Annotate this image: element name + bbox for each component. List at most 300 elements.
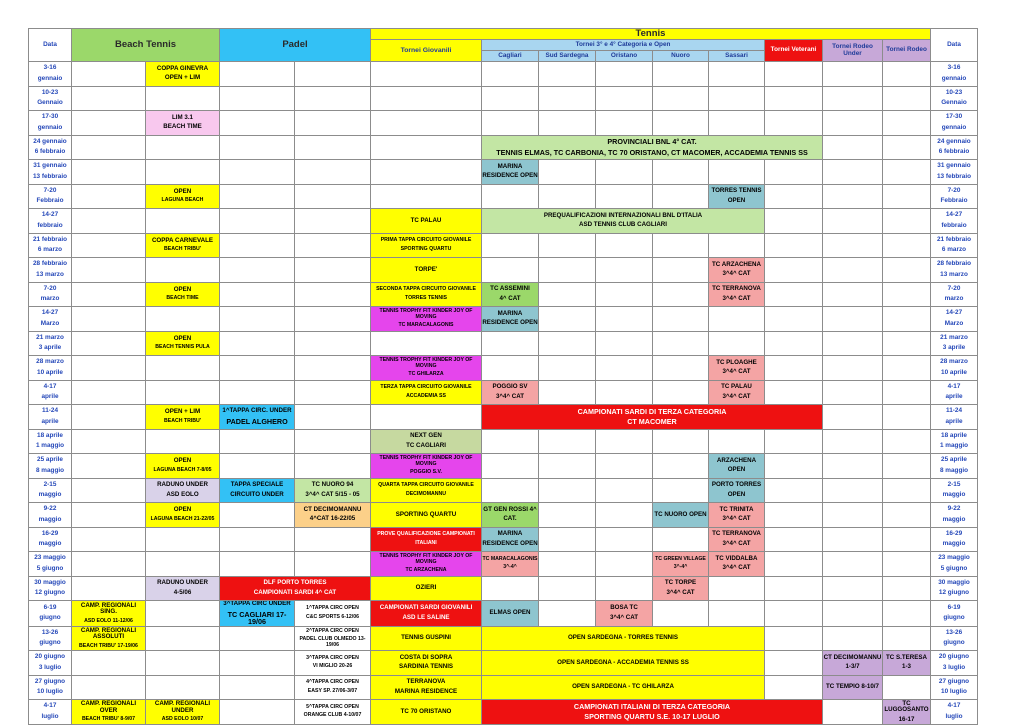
empty-cell <box>539 160 596 185</box>
empty-cell <box>883 454 931 479</box>
event-line: LAGUNA BEACH 7-8/05 <box>153 466 212 473</box>
date-cell-right <box>931 331 978 356</box>
schedule-row <box>29 282 978 307</box>
event-line: TORRES TENNIS <box>405 294 447 301</box>
empty-cell <box>220 454 295 479</box>
event-line: EASY SP. 27/06-3/07 <box>307 687 358 694</box>
schedule-row <box>29 503 978 528</box>
date-line: 27 giugno <box>938 677 970 685</box>
event-line: PROVINCIALI BNL 4° CAT. <box>607 137 697 147</box>
event-cell <box>709 258 765 283</box>
date-cell-right <box>931 478 978 503</box>
event-cell <box>653 576 709 601</box>
event-line: 3^4^ CAT <box>722 564 751 572</box>
empty-cell <box>295 86 371 111</box>
event-line: GT GEN ROSSI 4^ <box>483 505 537 513</box>
empty-cell <box>883 356 931 381</box>
empty-cell <box>709 307 765 332</box>
date-cell-left <box>29 503 72 528</box>
date-line: 6 febbraio <box>34 148 66 156</box>
event-cell <box>371 233 482 258</box>
event-cell <box>482 380 539 405</box>
empty-cell <box>295 552 371 577</box>
event-line: DLF PORTO TORRES <box>263 579 327 587</box>
empty-cell <box>709 429 765 454</box>
event-cell <box>709 454 765 479</box>
date-cell-right <box>931 86 978 111</box>
date-line: 4-17 <box>947 702 961 710</box>
empty-cell <box>72 356 146 381</box>
beach-tennis-header: Beach Tennis <box>72 29 220 62</box>
event-cell <box>146 454 220 479</box>
event-line: TERZA TAPPA CIRCUITO GIOVANILE <box>380 384 472 391</box>
empty-cell <box>539 454 596 479</box>
empty-cell <box>539 258 596 283</box>
event-cell <box>482 601 539 627</box>
event-line: LAGUNA BEACH 21-22/05 <box>150 515 215 522</box>
empty-cell <box>709 160 765 185</box>
event-line: CAMPIONATI SARDI 4^ CAT <box>253 588 337 596</box>
event-line: CAMPIONATI SARDI DI TERZA CATEGORIA <box>577 406 727 416</box>
schedule-row <box>29 552 978 577</box>
empty-cell <box>72 86 146 111</box>
date-cell-left <box>29 380 72 405</box>
event-line: ASD EOLO 11-12/06 <box>84 617 133 624</box>
event-line: TERRANOVA <box>406 678 446 686</box>
event-cell <box>482 209 765 234</box>
date-line: 18 aprile <box>37 431 63 439</box>
event-cell <box>653 552 709 577</box>
date-line: 28 febbraio <box>32 260 68 268</box>
date-line: 8 maggio <box>35 466 65 474</box>
event-line: COPPA CARNEVALE <box>151 236 214 244</box>
empty-cell <box>220 111 295 136</box>
empty-cell <box>371 111 482 136</box>
empty-cell <box>596 576 653 601</box>
empty-cell <box>765 282 823 307</box>
date-line: 10 luglio <box>941 688 967 696</box>
event-cell <box>295 700 371 725</box>
date-cell-left <box>29 111 72 136</box>
event-line: BEACH TIME <box>166 295 199 302</box>
empty-cell <box>220 160 295 185</box>
event-line: 4^TAPPA CIRC OPEN <box>306 679 359 686</box>
empty-cell <box>295 282 371 307</box>
date-line: 13 marzo <box>940 270 968 278</box>
date-line: Marzo <box>944 319 964 327</box>
empty-cell <box>709 576 765 601</box>
empty-cell <box>653 62 709 87</box>
schedule-row <box>29 307 978 332</box>
empty-cell <box>596 331 653 356</box>
date-line: 5 giugno <box>940 564 968 572</box>
event-line: TENNIS TROPHY FIT KINDER JOY OF MOVING <box>379 357 473 369</box>
event-cell <box>371 601 482 627</box>
date-line: 2-15 <box>947 480 961 488</box>
event-line: OPEN + LIM <box>164 74 201 82</box>
empty-cell <box>72 62 146 87</box>
empty-cell <box>596 307 653 332</box>
schedule-row <box>29 86 978 111</box>
event-line: OPEN <box>173 506 192 514</box>
empty-cell <box>765 675 823 700</box>
empty-cell <box>72 135 146 160</box>
event-cell <box>371 454 482 479</box>
date-line: aprile <box>945 393 963 401</box>
date-cell-left <box>29 160 72 185</box>
empty-cell <box>539 601 596 627</box>
empty-cell <box>220 651 295 676</box>
date-line: 28 febbraio <box>936 260 972 268</box>
empty-cell <box>765 576 823 601</box>
tornei-categoria-header: Tornei 3° e 4° Categoria e Open <box>482 40 765 51</box>
event-cell <box>220 601 295 627</box>
region-oristano: Oristano <box>596 51 653 62</box>
event-line: POGGIO S.V. <box>410 468 442 475</box>
event-cell <box>371 675 482 700</box>
date-line: 16-29 <box>945 529 963 537</box>
empty-cell <box>823 258 883 283</box>
event-cell <box>371 700 482 725</box>
empty-cell <box>220 552 295 577</box>
date-cell-left <box>29 576 72 601</box>
empty-cell <box>482 62 539 87</box>
date-line: 28 marzo <box>940 358 968 366</box>
date-line: 7-20 <box>43 284 57 292</box>
date-cell-right <box>931 282 978 307</box>
empty-cell <box>539 380 596 405</box>
date-line: 9-22 <box>947 505 961 513</box>
empty-cell <box>823 601 883 627</box>
date-line: 14-27 <box>41 211 59 219</box>
date-line: 3-16 <box>947 64 961 72</box>
empty-cell <box>539 282 596 307</box>
empty-cell <box>72 651 146 676</box>
empty-cell <box>146 651 220 676</box>
event-line: ACCADEMIA SS <box>406 392 446 399</box>
event-line: TC TORPE <box>664 579 697 587</box>
empty-cell <box>72 576 146 601</box>
event-line: OPEN <box>727 196 746 204</box>
empty-cell <box>823 209 883 234</box>
empty-cell <box>596 258 653 283</box>
date-line: marzo <box>944 295 964 303</box>
schedule-row <box>29 184 978 209</box>
date-line: 13 febbraio <box>32 172 68 180</box>
empty-cell <box>823 307 883 332</box>
date-line: 10 luglio <box>37 688 63 696</box>
empty-cell <box>146 135 220 160</box>
date-line: 23 maggio <box>34 554 66 562</box>
event-cell <box>146 111 220 136</box>
empty-cell <box>220 184 295 209</box>
empty-cell <box>883 527 931 552</box>
empty-cell <box>596 429 653 454</box>
empty-cell <box>653 307 709 332</box>
event-line: TC GREEN VILLAGE <box>655 555 706 562</box>
event-line: VI MIGLIO 20-26 <box>312 663 353 670</box>
date-header-right: Data <box>931 29 978 62</box>
event-cell <box>371 651 482 676</box>
event-cell <box>72 601 146 627</box>
date-line: 3-16 <box>43 64 57 72</box>
empty-cell <box>482 258 539 283</box>
date-cell-left <box>29 86 72 111</box>
empty-cell <box>765 478 823 503</box>
date-cell-right <box>931 111 978 136</box>
event-line: 16-17 <box>898 715 915 723</box>
empty-cell <box>653 356 709 381</box>
empty-cell <box>883 601 931 627</box>
event-line: PROVE QUALIFICAZIONE CAMPIONATI <box>377 531 475 538</box>
empty-cell <box>371 160 482 185</box>
empty-cell <box>220 527 295 552</box>
empty-cell <box>539 552 596 577</box>
event-line: ASD LE SALINE <box>402 613 450 621</box>
date-line: 21 febbraio <box>32 235 68 243</box>
empty-cell <box>72 233 146 258</box>
schedule-row <box>29 111 978 136</box>
empty-cell <box>371 405 482 430</box>
empty-cell <box>220 429 295 454</box>
date-line: maggio <box>38 491 62 499</box>
event-cell <box>482 503 539 528</box>
event-cell <box>295 675 371 700</box>
empty-cell <box>596 478 653 503</box>
empty-cell <box>596 552 653 577</box>
date-cell-right <box>931 62 978 87</box>
event-line: ASD TENNIS CLUB CAGLIARI <box>579 221 667 229</box>
date-cell-right <box>931 552 978 577</box>
date-line: 12 giugno <box>34 589 66 597</box>
calendar-body <box>29 29 978 725</box>
event-line: CAMP. REGIONALI UNDER <box>154 700 211 714</box>
event-line: OPEN SARDEGNA - ACCADEMIA TENNIS SS <box>557 658 689 666</box>
empty-cell <box>883 478 931 503</box>
empty-cell <box>539 233 596 258</box>
schedule-row <box>29 700 978 725</box>
empty-cell <box>371 86 482 111</box>
date-line: aprile <box>41 393 59 401</box>
event-line: OPEN <box>727 490 746 498</box>
empty-cell <box>371 184 482 209</box>
event-line: 3^-4^ <box>673 564 688 571</box>
empty-cell <box>539 478 596 503</box>
date-cell-right <box>931 601 978 627</box>
date-cell-right <box>931 380 978 405</box>
empty-cell <box>295 135 371 160</box>
event-line: 5^TAPPA CIRC OPEN <box>306 703 359 710</box>
empty-cell <box>295 258 371 283</box>
date-line: 20 giugno <box>34 653 66 661</box>
event-line: 1-3/7 <box>845 663 860 671</box>
schedule-row <box>29 454 978 479</box>
event-cell <box>371 258 482 283</box>
date-line: 7-20 <box>947 186 961 194</box>
empty-cell <box>146 552 220 577</box>
empty-cell <box>823 233 883 258</box>
event-line: 3^4^ CAT <box>722 270 751 278</box>
empty-cell <box>823 454 883 479</box>
date-cell-right <box>931 258 978 283</box>
empty-cell <box>709 111 765 136</box>
event-line: LAGUNA BEACH <box>161 197 204 204</box>
date-line: 20 giugno <box>938 653 970 661</box>
event-line: ARZACHENA <box>716 456 757 464</box>
empty-cell <box>765 307 823 332</box>
date-line: 31 gennaio <box>937 162 971 170</box>
event-line: BEACH TRIBU' 17-19/06 <box>79 642 138 649</box>
empty-cell <box>823 405 883 430</box>
date-cell-left <box>29 62 72 87</box>
empty-cell <box>709 233 765 258</box>
tennis-header: Tennis <box>371 29 931 40</box>
empty-cell <box>709 86 765 111</box>
event-line: TC CAGLIARI <box>406 441 446 449</box>
event-line: CT DECIMOMANNU <box>823 653 882 661</box>
event-line: 3^4^ CAT <box>722 539 751 547</box>
empty-cell <box>220 209 295 234</box>
event-cell <box>709 478 765 503</box>
empty-cell <box>765 503 823 528</box>
empty-cell <box>823 478 883 503</box>
empty-cell <box>709 601 765 627</box>
schedule-row <box>29 135 978 160</box>
date-cell-left <box>29 209 72 234</box>
empty-cell <box>220 86 295 111</box>
empty-cell <box>220 700 295 725</box>
event-line: OPEN <box>173 334 192 342</box>
event-cell <box>709 552 765 577</box>
date-cell-right <box>931 503 978 528</box>
date-line: 9-22 <box>43 505 57 513</box>
empty-cell <box>295 380 371 405</box>
empty-cell <box>653 380 709 405</box>
event-line: COSTA DI SOPRA <box>399 653 453 661</box>
empty-cell <box>765 62 823 87</box>
empty-cell <box>883 429 931 454</box>
empty-cell <box>482 111 539 136</box>
event-line: TC PALAU <box>721 383 752 391</box>
event-line: TC GHILARZA <box>408 370 444 377</box>
padel-header: Padel <box>220 29 371 62</box>
event-cell <box>709 527 765 552</box>
date-line: maggio <box>942 491 966 499</box>
event-cell <box>883 700 931 725</box>
empty-cell <box>883 675 931 700</box>
empty-cell <box>883 282 931 307</box>
date-cell-right <box>931 233 978 258</box>
empty-cell <box>823 331 883 356</box>
event-line: 3^4^ CAT <box>495 392 525 400</box>
event-cell <box>220 576 371 601</box>
empty-cell <box>72 258 146 283</box>
schedule-row <box>29 405 978 430</box>
empty-cell <box>295 111 371 136</box>
empty-cell <box>220 626 295 651</box>
empty-cell <box>72 552 146 577</box>
date-line: giugno <box>943 639 965 647</box>
event-cell <box>482 651 765 676</box>
event-line: BEACH TRIBU' 8-9/07 <box>81 716 136 723</box>
empty-cell <box>653 86 709 111</box>
date-cell-left <box>29 527 72 552</box>
event-cell <box>482 675 765 700</box>
event-line: TAPPA SPECIALE <box>230 481 284 489</box>
empty-cell <box>482 331 539 356</box>
event-line: CT DECIMOMANNU <box>303 505 362 513</box>
date-line: marzo <box>40 295 60 303</box>
empty-cell <box>482 576 539 601</box>
event-line: RESIDENCE OPEN <box>482 172 538 180</box>
event-line: TC ARZACHENA <box>405 566 447 573</box>
date-cell-left <box>29 233 72 258</box>
event-cell <box>295 503 371 528</box>
date-line: giugno <box>943 614 965 622</box>
date-line: 3 luglio <box>942 663 966 671</box>
event-cell <box>371 429 482 454</box>
event-line: RESIDENCE OPEN <box>482 319 538 327</box>
empty-cell <box>765 429 823 454</box>
event-line: BOSA TC <box>610 604 638 612</box>
empty-cell <box>653 454 709 479</box>
date-line: 7-20 <box>43 186 57 194</box>
empty-cell <box>883 160 931 185</box>
event-line: QUARTA TAPPA CIRCUITO GIOVANILE <box>378 482 474 489</box>
empty-cell <box>823 135 883 160</box>
date-cell-left <box>29 135 72 160</box>
event-line: COPPA GINEVRA <box>156 64 209 72</box>
date-line: 11-24 <box>42 407 58 415</box>
event-line: MARINA RESIDENCE <box>394 687 458 695</box>
empty-cell <box>823 527 883 552</box>
event-line: DECIMOMANNU <box>405 490 447 497</box>
schedule-row <box>29 675 978 700</box>
event-cell <box>146 478 220 503</box>
date-line: 10-23 <box>41 88 59 96</box>
event-cell <box>146 233 220 258</box>
empty-cell <box>146 380 220 405</box>
event-line: OZIERI <box>415 584 437 591</box>
empty-cell <box>596 454 653 479</box>
date-cell-left <box>29 184 72 209</box>
empty-cell <box>596 503 653 528</box>
event-line: CAMP. REGIONALI OVER <box>80 700 137 714</box>
date-cell-right <box>931 651 978 676</box>
event-cell <box>72 626 146 651</box>
schedule-row <box>29 478 978 503</box>
event-line: TC ASSEMINI <box>490 285 530 293</box>
event-line: TC CAGLIARI 17-19/06 <box>227 609 287 627</box>
event-line: TC TRINITA <box>719 505 754 513</box>
event-line: 1^TAPPA CIRC OPEN <box>306 605 359 612</box>
event-line: 1-3 <box>902 663 911 671</box>
empty-cell <box>220 503 295 528</box>
schedule-row <box>29 527 978 552</box>
event-line: CAMPIONATI ITALIANI DI TERZA CATEGORIA <box>573 701 731 711</box>
empty-cell <box>596 62 653 87</box>
empty-cell <box>765 233 823 258</box>
date-cell-right <box>931 356 978 381</box>
event-line: PADEL CLUB OLMEDO 13-19/06 <box>299 636 366 648</box>
empty-cell <box>883 184 931 209</box>
event-line: SPORTING QUARTU <box>400 245 452 252</box>
event-line: PREQUALIFICAZIONI INTERNAZIONALI BNL D'ITALIA <box>543 211 703 219</box>
event-line: MARINA <box>497 309 523 317</box>
empty-cell <box>765 552 823 577</box>
event-line: OPEN <box>727 466 746 474</box>
empty-cell <box>539 429 596 454</box>
